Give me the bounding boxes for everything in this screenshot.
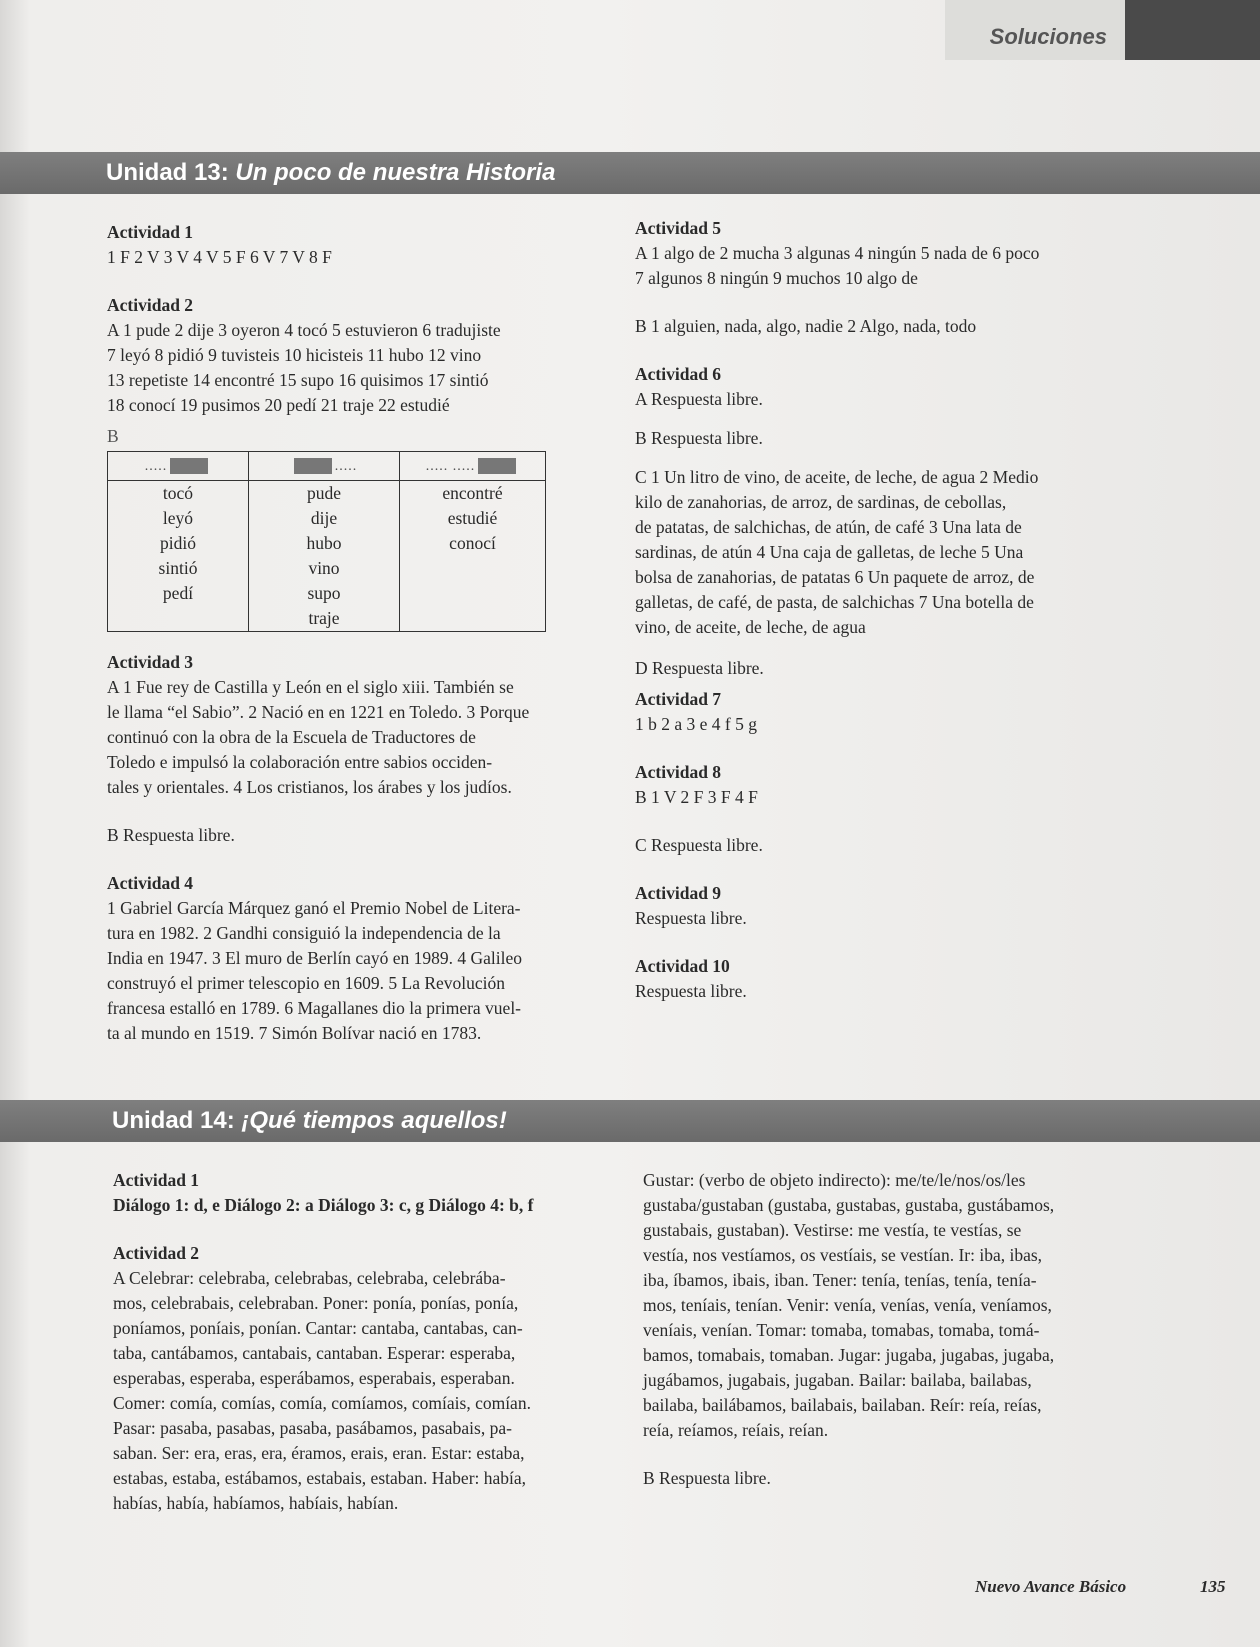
answer-line: mos, teníais, tenían. Venir: venía, venías, venía, veníamos, [643,1295,1052,1315]
answer-line: A 1 pude 2 dije 3 oyeron 4 tocó 5 estuvieron 6 tradujiste [107,320,501,340]
table-cell [108,481,249,632]
answer-line: bailaba, bailábamos, bailabais, bailaban. Reír: reía, reías, [643,1395,1042,1415]
activity-heading: Actividad 5 [635,218,722,238]
table-header: ..... [108,452,249,481]
verb-form: pedí [162,583,194,603]
unit-14-number: Unidad 14: [112,1107,235,1134]
answer-line: Diálogo 1: d, e Diálogo 2: a Diálogo 3: c, g Diálogo 4: b, f [113,1195,534,1215]
answer-line: iba, íbamos, ibais, iban. Tener: tenía, tenías, tenía, tenía- [643,1270,1037,1290]
table-header: ..... ..... [400,452,546,481]
answer-line: francesa estalló en 1789. 6 Magallanes dio la primera vuel- [107,998,522,1018]
verb-form: encontré [442,483,503,503]
answer-line: Respuesta libre. [635,981,747,1001]
verb-form: estudié [447,508,498,528]
book-title: Nuevo Avance Básico [975,1577,1127,1596]
answer-line: A Respuesta libre. [635,389,763,409]
unit-14-left-column [113,1168,613,1516]
verb-form: vino [308,558,340,578]
activity-heading: Actividad 8 [635,762,722,782]
answer-line: esperabas, esperaba, esperábamos, esperabais, esperaban. [113,1368,515,1388]
unit-13-banner [0,152,1260,194]
answer-line: C Respuesta libre. [635,835,763,855]
unit-13-title: Un poco de nuestra Historia [235,159,556,186]
answer-line: C 1 Un litro de vino, de aceite, de leche, de agua 2 Medio [635,467,1039,487]
answer-line: tura en 1982. 2 Gandhi consiguió la independencia de la [107,923,501,943]
answer-line: A 1 Fue rey de Castilla y León en el siglo xiii. También se [107,677,514,697]
answer-line: ta al mundo en 1519. 7 Simón Bolívar nació en 1783. [107,1023,482,1043]
verb-form: traje [308,608,340,628]
answer-line: continuó con la obra de la Escuela de Traductores de [107,727,476,747]
answer-line: kilo de zanahorias, de arroz, de sardinas, de cebollas, [635,492,1007,512]
answer-line: galletas, de café, de pasta, de salchichas 7 Una botella de [635,592,1034,612]
activity-heading: Actividad 1 [113,1170,200,1190]
verb-form: dije [310,508,338,528]
answer-line: sardinas, de atún 4 Una caja de galletas, de leche 5 Una [635,542,1024,562]
answer-line: 7 leyó 8 pidió 9 tuvisteis 10 hicisteis 11 hubo 12 vino [107,345,482,365]
answer-line: saban. Ser: era, eras, era, éramos, erais, eran. Estar: estaba, [113,1443,525,1463]
unit-14-title: ¡Qué tiempos aquellos! [241,1107,507,1134]
answer-line: 7 algunos 8 ningún 9 muchos 10 algo de [635,268,918,288]
activity-heading: Actividad 6 [635,364,722,384]
unit-14-right-column [643,1168,1143,1491]
activity-heading: Actividad 7 [635,689,722,709]
table-cell [400,481,546,632]
answer-line: reía, reíamos, reíais, reían. [643,1420,829,1440]
unit-13-number: Unidad 13: [106,159,229,186]
answer-line: Gustar: (verbo de objeto indirecto): me/te/le/nos/os/les [643,1170,1026,1190]
answer-line: mos, celebrabais, celebraban. Poner: ponía, ponías, ponía, [113,1293,519,1313]
answer-line: tales y orientales. 4 Los cristianos, los árabes y los judíos. [107,777,512,797]
verb-form: hubo [306,533,342,553]
answer-line: 18 conocí 19 pusimos 20 pedí 21 traje 22 estudié [107,395,450,415]
answer-line: B 1 alguien, nada, algo, nadie 2 Algo, nada, todo [635,316,977,336]
verb-form: leyó [162,508,194,528]
section-tab [945,0,1125,60]
verb-form: supo [307,583,341,603]
answer-line: 1 Gabriel García Márquez ganó el Premio Nobel de Litera- [107,898,521,918]
answer-line: vestía, nos vestíamos, os vestíais, se vestían. Ir: iba, ibas, [643,1245,1043,1265]
answer-line: gustabais, gustaban). Vestirse: me vestía, te vestías, se [643,1220,1022,1240]
answer-line: habías, había, habíamos, habíais, habían. [113,1493,399,1513]
activity-heading: Actividad 2 [113,1243,200,1263]
answer-line: B Respuesta libre. [643,1468,771,1488]
activity-heading: Actividad 4 [107,873,194,893]
answer-line: B 1 V 2 F 3 F 4 F [635,787,758,807]
activity-heading: Actividad 2 [107,295,194,315]
answer-line: de patatas, de salchichas, de atún, de café 3 Una lata de [635,517,1022,537]
activity-heading: Actividad 9 [635,883,722,903]
answer-line: le llama “el Sabio”. 2 Nació en en 1221 en Toledo. 3 Porque [107,702,530,722]
unit-13-left-column [107,220,607,1046]
answer-line: vino, de aceite, de leche, de agua [635,617,866,637]
table-cell [249,481,400,632]
answer-line: 1 F 2 V 3 V 4 V 5 F 6 V 7 V 8 F [107,247,332,267]
answer-line: Toledo e impulsó la colaboración entre sabios occiden- [107,752,493,772]
activity-heading: Actividad 1 [107,222,194,242]
answer-line: B Respuesta libre. [107,825,235,845]
table-header: ..... [249,452,400,481]
section-title: Soluciones [989,24,1107,49]
verb-form: sintió [158,558,198,578]
answer-line: gustaba/gustaban (gustaba, gustabas, gustaba, gustábamos, [643,1195,1055,1215]
verb-form: tocó [162,483,194,503]
verb-table [107,451,546,632]
activity-heading: Actividad 3 [107,652,194,672]
answer-line: veníais, venían. Tomar: tomaba, tomabas, tomaba, tomá- [643,1320,1040,1340]
answer-line: construyó el primer telescopio en 1609. 5 La Revolución [107,973,506,993]
unit-14-banner [0,1100,1260,1142]
answer-line: 1 b 2 a 3 e 4 f 5 g [635,714,757,734]
answer-line: Comer: comía, comías, comía, comíamos, comíais, comían. [113,1393,531,1413]
answer-line: 13 repetiste 14 encontré 15 supo 16 quisimos 17 sintió [107,370,489,390]
header-dark-block [1125,0,1260,60]
answer-line: bamos, tomabais, tomaban. Jugar: jugaba, jugabas, jugaba, [643,1345,1055,1365]
answer-line: poníamos, poníais, ponían. Cantar: cantaba, cantabas, can- [113,1318,523,1338]
verb-form: pude [306,483,342,503]
answer-line: Respuesta libre. [635,908,747,928]
answer-line: jugábamos, jugabais, jugaban. Bailar: bailaba, bailabas, [643,1370,1032,1390]
answer-line: Pasar: pasaba, pasabas, pasaba, pasábamos, pasabais, pa- [113,1418,512,1438]
verb-form: pidió [160,533,196,553]
answer-line: taba, cantábamos, cantabais, cantaban. Esperar: esperaba, [113,1343,516,1363]
answer-line: D Respuesta libre. [635,658,764,678]
verb-form: conocí [449,533,496,553]
page-number: 135 [1200,1577,1226,1596]
answer-line: estabas, estaba, estábamos, estabais, estaban. Haber: había, [113,1468,527,1488]
answer-line: India en 1947. 3 El muro de Berlín cayó en 1989. 4 Galileo [107,948,523,968]
answer-line: A 1 algo de 2 mucha 3 algunas 4 ningún 5 nada de 6 poco [635,243,1040,263]
unit-13-right-column [635,216,1155,1004]
answer-line: A Celebrar: celebraba, celebrabas, celebraba, celebrába- [113,1268,506,1288]
answer-line: bolsa de zanahorias, de patatas 6 Un paquete de arroz, de [635,567,1035,587]
section-letter: B [107,426,119,446]
activity-heading: Actividad 10 [635,956,730,976]
answer-line: B Respuesta libre. [635,428,763,448]
